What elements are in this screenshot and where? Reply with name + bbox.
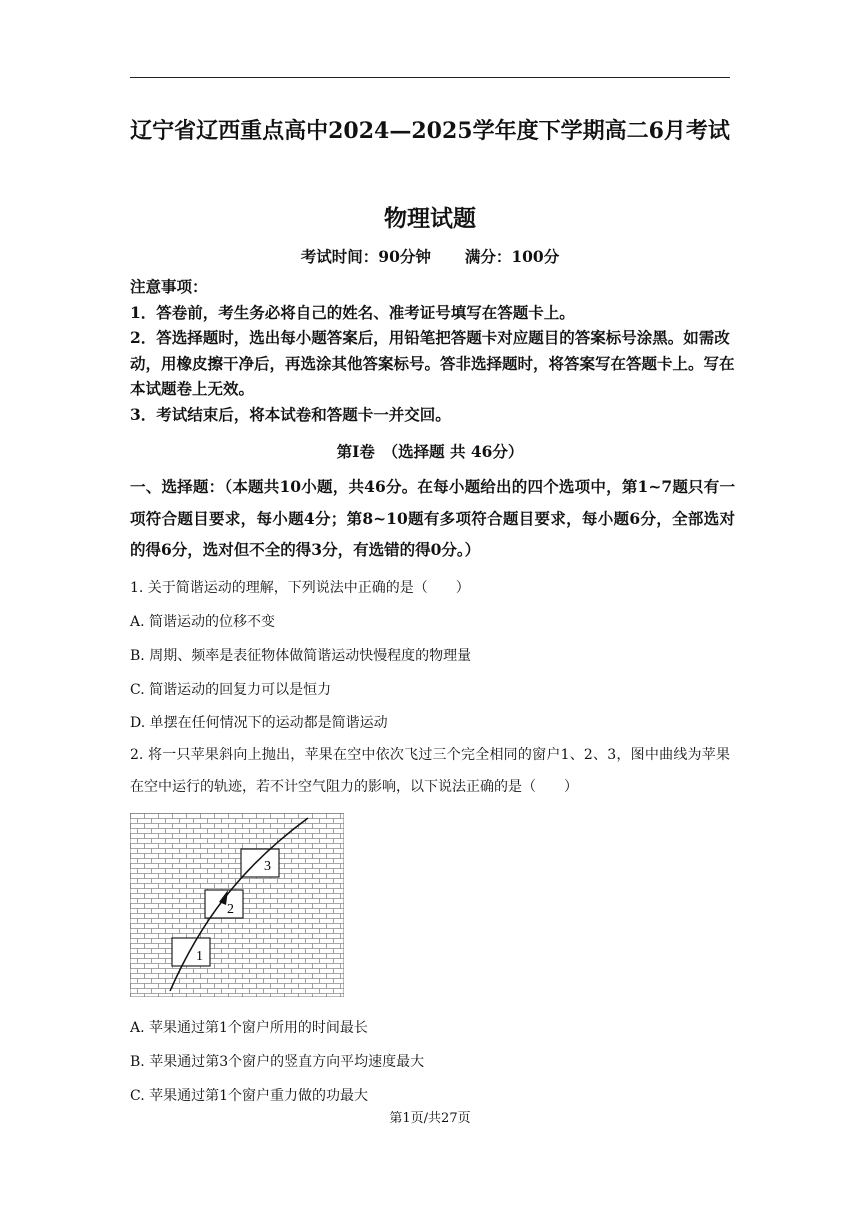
question-1-option-c: C. 简谐运动的回复力可以是恒力 [130,682,332,698]
section-title: 第Ⅰ卷 （选择题 共 46分） [336,442,524,461]
exam-time: 考试时间：90分钟 [300,247,431,266]
page-footer: 第1页/共27页 [389,1111,471,1126]
question-2-option-a: A. 苹果通过第1个窗户所用的时间最长 [130,1020,368,1036]
notice-heading: 注意事项： [130,277,208,296]
brick-wall-diagram [130,813,344,997]
header-rule [130,77,730,78]
question-1-option-a: A. 简谐运动的位移不变 [130,614,276,630]
question-2-option-c: C. 苹果通过第1个窗户重力做的功最大 [130,1088,369,1104]
question-2-option-b: B. 苹果通过第3个窗户的竖直方向平均速度最大 [130,1054,425,1070]
notice-item: 1．答卷前，考生务必将自己的姓名、准考证号填写在答题卡上。 [130,302,575,322]
apple-trajectory-figure [130,813,344,997]
notice-item: 2．答选择题时，选出每小题答案后，用铅笔把答题卡对应题目的答案标号涂黑。如需改动，用橡皮擦干净后，再选涂其他答案标号。答非选择题时，将答案写在答题卡上。写在本试题卷上无效。 [130,328,735,398]
question-1-option-b: B. 周期、频率是表征物体做简谐运动快慢程度的物理量 [130,648,472,664]
notice-block [130,274,735,427]
part-intro: 一、选择题：（本题共10小题，共46分。在每小题给出的四个选项中，第1~7题只有一项符合题目要求，每小题4分；第8~10题有多项符合题目要求，每小题6分，全部选对的得6分，选对但不全的得3分，有选错的得0分。） [130,477,735,559]
window-3-label: 3 [264,859,271,874]
question-2-stem: 2. 将一只苹果斜向上抛出，苹果在空中依次飞过三个完全相同的窗户1、2、3，图中曲线为苹果在空中运行的轨迹，若不计空气阻力的影响，以下说法正确的是（ ） [130,747,730,795]
exam-score: 满分：100分 [464,247,560,266]
question-1-stem: 1. 关于简谐运动的理解，下列说法中正确的是（ ） [130,580,470,596]
exam-subject: 物理试题 [384,205,476,232]
window-2-label: 2 [227,902,234,917]
exam-title: 辽宁省辽西重点高中2024—2025学年度下学期高二6月考试 [130,118,730,144]
notice-item: 3．考试结束后，将本试卷和答题卡一并交回。 [130,404,451,424]
window-1 [172,938,210,966]
window-1-label: 1 [196,949,203,964]
question-1-option-d: D. 单摆在任何情况下的运动都是简谐运动 [130,715,388,731]
exam-time-score [130,245,730,267]
